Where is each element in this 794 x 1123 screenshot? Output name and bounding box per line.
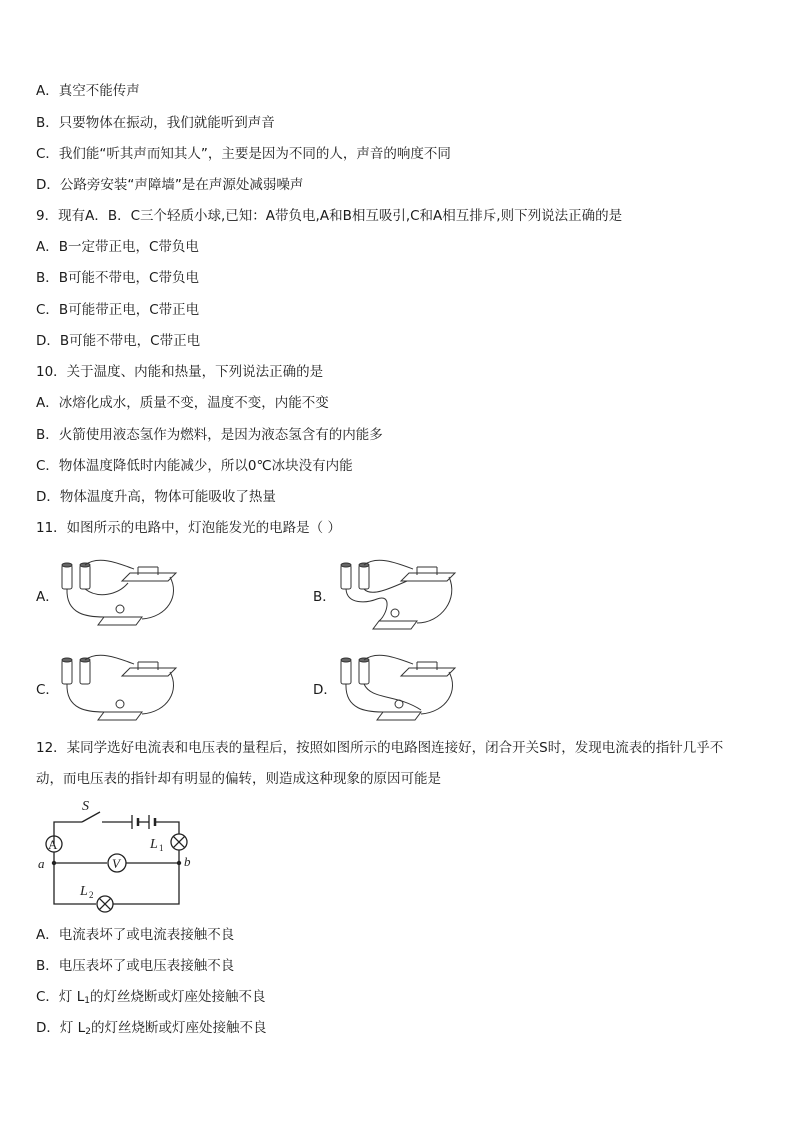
q12-option-c-pre: C．灯 L [36,989,85,1005]
q9-option-a: A．B一定带正电，C带负电 [36,239,199,255]
battery-cell-icon [341,660,351,684]
q10-option-b: B．火箭使用液态氢作为燃料，是因为液态氢含有的内能多 [36,427,383,443]
q9-stem: 9．现有A．B．C三个轻质小球,已知：A带负电,A和B相互吸引,C和A相互排斥,则下列说法正确的是 [36,208,623,224]
lamp-base-icon [373,621,417,629]
q11-circuit-a-figure [58,555,183,635]
lamp1-label: L [150,837,158,852]
q11-label-c: C． [36,682,59,698]
q12-circuit-diagram [34,796,200,920]
q12-option-d-pre: D．灯 L [36,1020,86,1036]
switch-base-icon [122,573,176,581]
q12-option-d-post: 的灯丝烧断或灯座处接触不良 [90,1020,267,1036]
q11-label-b: B． [313,589,336,605]
q11-circuit-d-figure [337,650,462,730]
q12-option-d [36,1019,266,1041]
q10-option-c: C．物体温度降低时内能减少，所以0℃冰块没有内能 [36,458,353,474]
q11-stem: 11．如图所示的电路中，灯泡能发光的电路是（ ） [36,520,341,536]
q9-option-c: C．B可能带正电，C带正电 [36,302,200,318]
node-a-dot [52,861,56,865]
q12-option-d-sub: 2 [85,1027,91,1037]
q9-option-d: D．B可能不带电，C带正电 [36,333,201,349]
q12-option-a: A．电流表坏了或电流表接触不良 [36,927,235,943]
lamp1-subscript: 1 [159,843,164,853]
lamp2-subscript: 2 [89,890,94,900]
q8-option-d: D．公路旁安装“声障墙”是在声源处减弱噪声 [36,177,304,193]
bulb-icon [391,609,399,617]
switch-base-icon [122,668,176,676]
q8-option-c: C．我们能“听其声而知其人”，主要是因为不同的人，声音的响度不同 [36,146,451,162]
switch-label: S [82,799,89,814]
bulb-icon [116,700,124,708]
q12-option-c [36,988,265,1010]
q11-label-a: A． [36,589,59,605]
q10-option-d: D．物体温度升高，物体可能吸收了热量 [36,489,276,505]
node-b-dot [177,861,181,865]
q9-option-b: B．B可能不带电，C带负电 [36,270,199,286]
node-a-label: a [38,856,45,871]
battery-cell-icon [341,565,351,589]
lamp-base-icon [98,712,142,720]
battery-cell-icon [80,565,90,589]
q11-label-d: D． [313,682,337,698]
switch-base-icon [401,668,455,676]
node-b-label: b [184,854,191,869]
voltmeter-label: V [112,856,120,871]
battery-cell-icon [359,565,369,589]
ammeter-label: A [48,837,58,852]
q12-stem-line1: 12．某同学选好电流表和电压表的量程后，按照如图所示的电路图连接好，闭合开关S时，发现电流表的指针几乎不 [36,740,724,756]
q12-stem-line2: 动，而电压表的指针却有明显的偏转，则造成这种现象的原因可能是 [36,771,441,787]
switch-base-icon [401,573,455,581]
q8-option-a: A．真空不能传声 [36,83,140,99]
battery-cell-icon [359,660,369,684]
q11-circuit-c-figure [58,650,183,730]
lamp-base-icon [377,712,421,720]
battery-cell-icon [62,565,72,589]
q10-stem: 10．关于温度、内能和热量，下列说法正确的是 [36,364,324,380]
bulb-icon [116,605,124,613]
battery-cell-icon [62,660,72,684]
q12-option-b: B．电压表坏了或电压表接触不良 [36,958,235,974]
lamp-base-icon [98,617,142,625]
battery-cell-icon [80,660,90,684]
q11-circuit-b-figure [337,555,462,635]
q10-option-a: A．冰熔化成水，质量不变，温度不变，内能不变 [36,395,329,411]
q8-option-b: B．只要物体在振动，我们就能听到声音 [36,115,275,131]
lamp2-label: L [80,884,88,899]
q12-option-c-post: 的灯丝烧断或灯座处接触不良 [89,989,266,1005]
q12-option-c-sub: 1 [84,996,90,1006]
